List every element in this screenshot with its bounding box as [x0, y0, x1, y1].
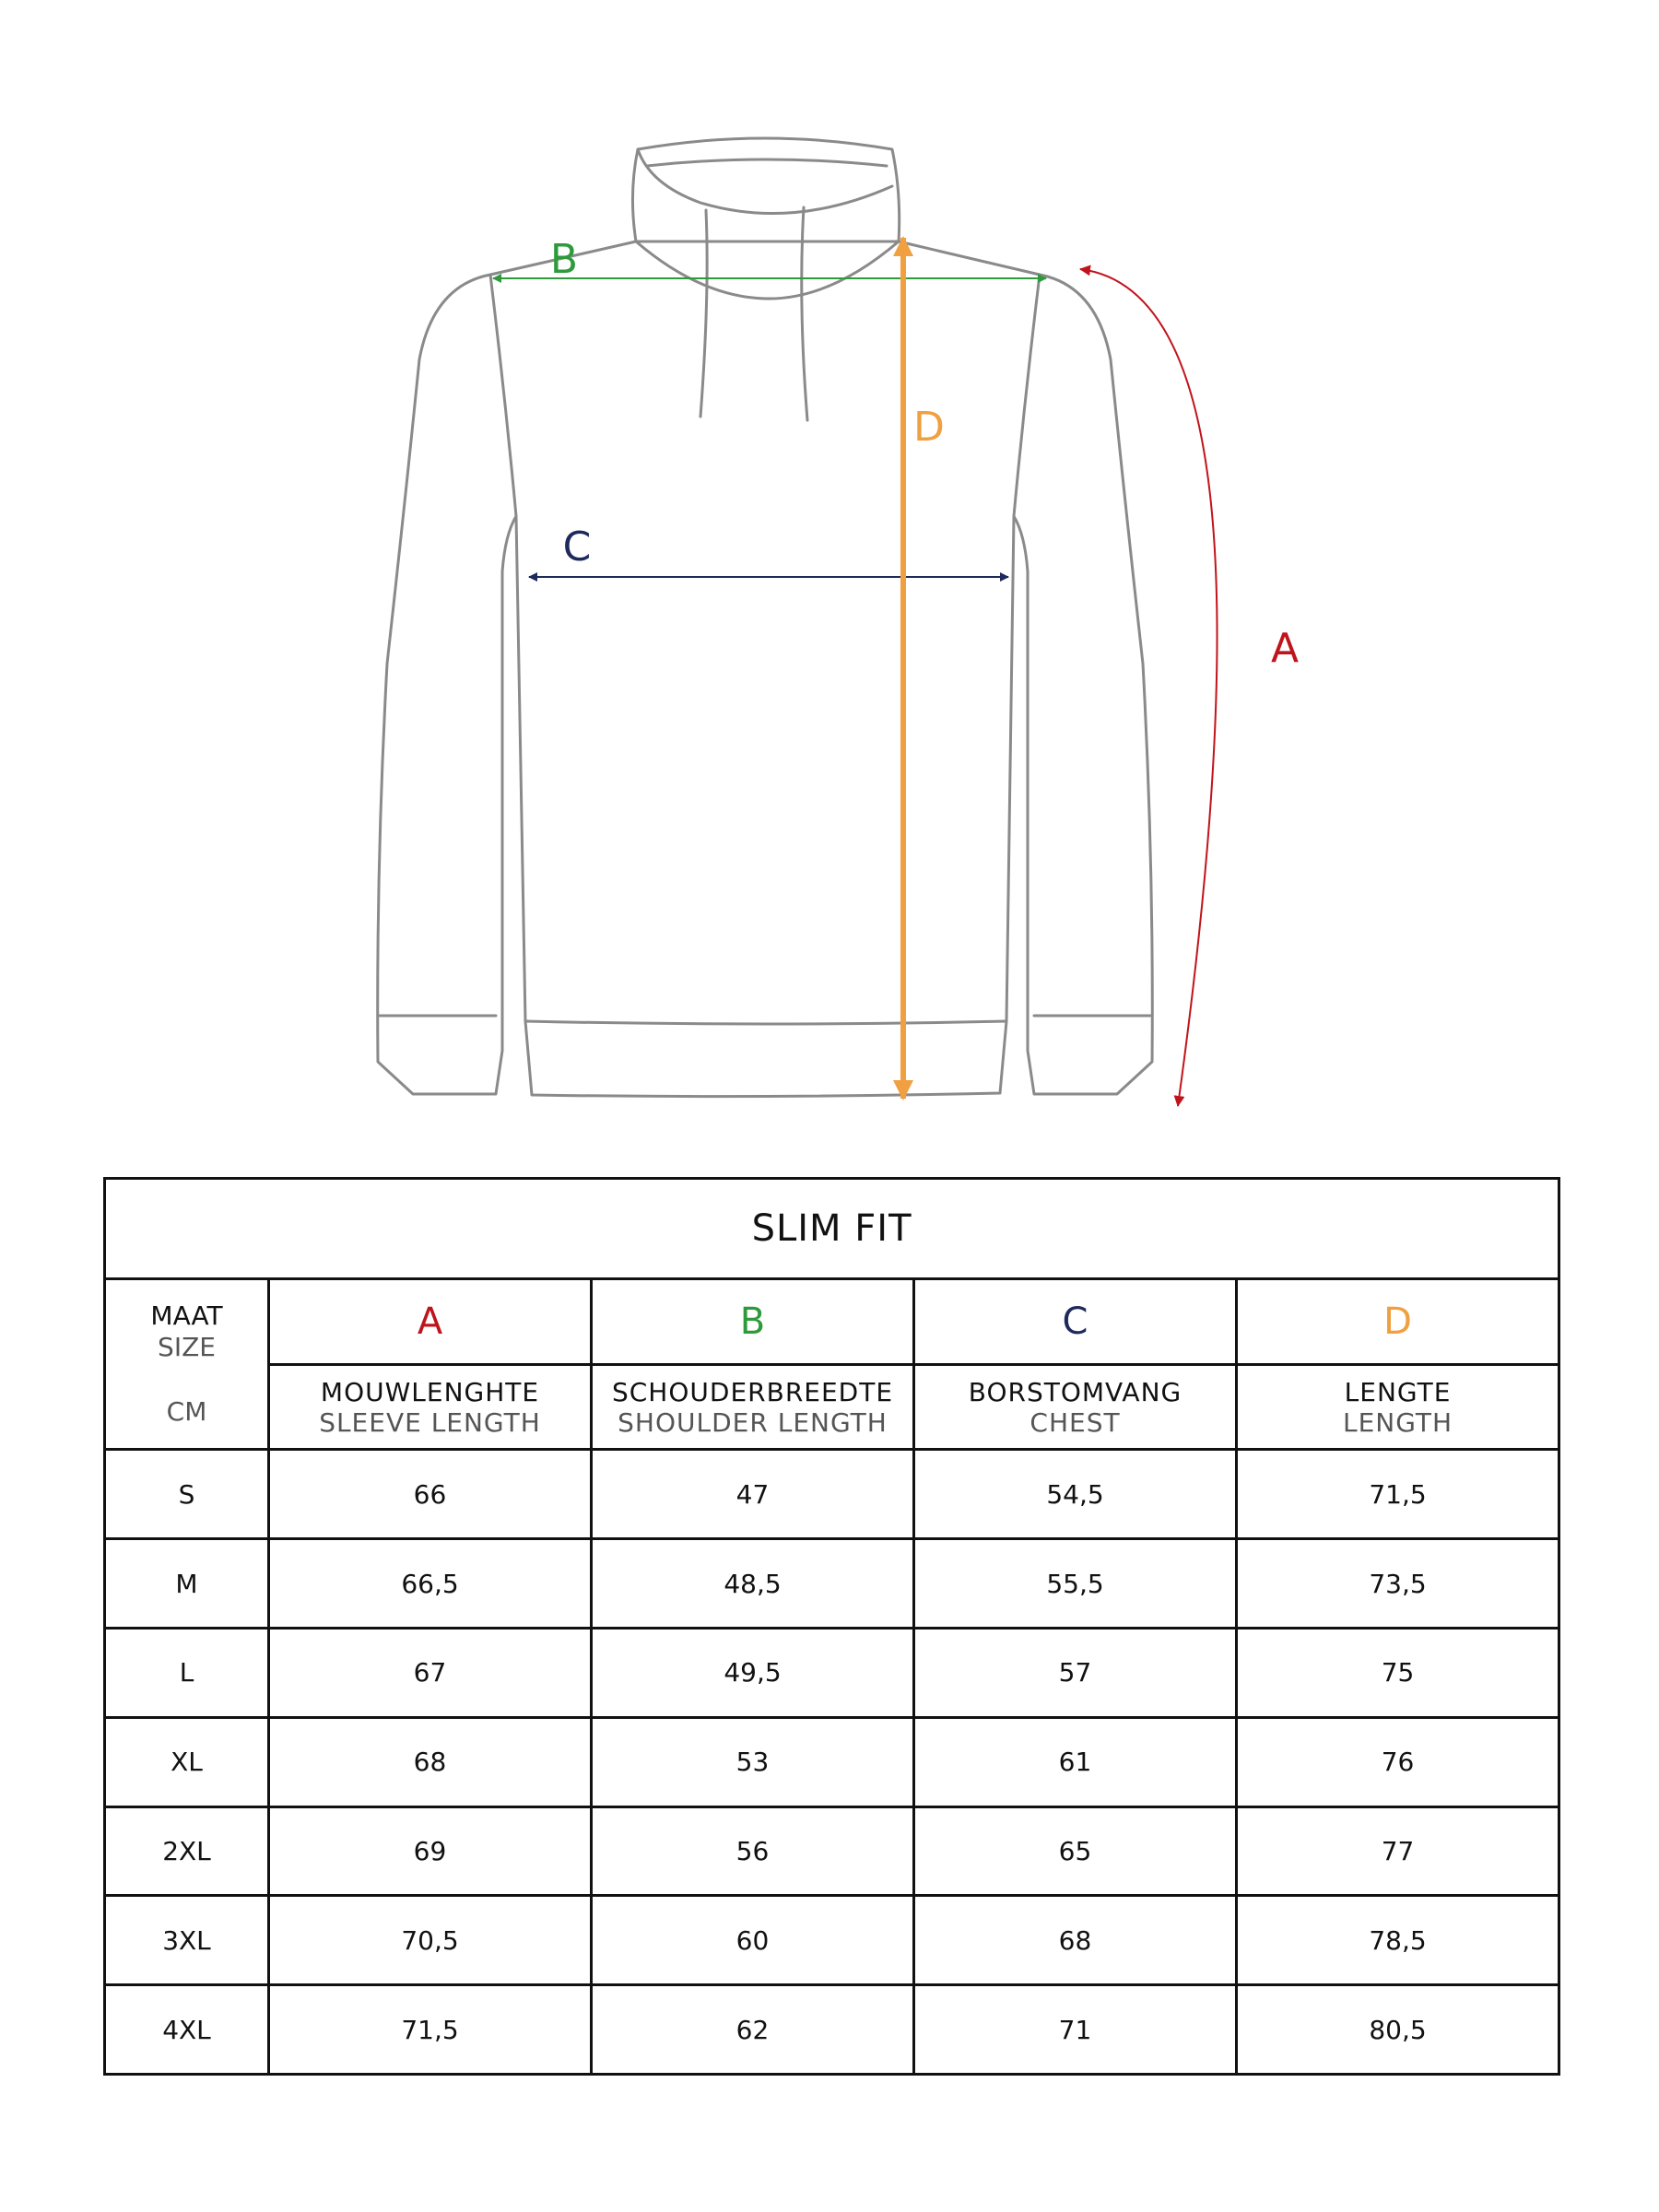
chest-cell: 54,5 [914, 1450, 1237, 1539]
table-row [105, 1450, 1559, 1539]
chest-cell: 61 [914, 1717, 1237, 1806]
left-sleeve-seam [490, 275, 516, 516]
table-row [105, 1628, 1559, 1717]
measure-a-label: A [1270, 625, 1300, 672]
table-title: SLIM FIT [105, 1179, 1559, 1279]
sweater-body [378, 241, 1153, 1097]
sleeve-length-cell: 68 [269, 1717, 592, 1806]
size-cell: 3XL [105, 1896, 269, 1985]
measure-d-label: D [913, 404, 945, 451]
table-row [105, 1717, 1559, 1806]
column-header-a [269, 1364, 592, 1450]
column-name-en: LENGTH [1342, 1406, 1453, 1438]
sleeve-length-cell: 71,5 [269, 1985, 592, 2075]
chest-cell: 71 [914, 1985, 1237, 2075]
measure-a-arc [1080, 269, 1218, 1106]
column-header-d [1237, 1364, 1559, 1450]
column-name-nl: MOUWLENGHTE [320, 1376, 540, 1407]
chest-cell: 65 [914, 1806, 1237, 1896]
length-cell: 78,5 [1237, 1896, 1559, 1985]
size-header-nl: MAAT [150, 1300, 223, 1332]
sleeve-length-cell: 69 [269, 1806, 592, 1896]
column-name-nl: SCHOUDERBREEDTE [611, 1376, 894, 1407]
waistband [525, 1021, 1006, 1024]
length-cell: 80,5 [1237, 1985, 1559, 2075]
length-cell: 75 [1237, 1628, 1559, 1717]
sleeve-length-cell: 67 [269, 1628, 592, 1717]
size-header [105, 1279, 269, 1450]
table-row [105, 1806, 1559, 1896]
length-cell: 76 [1237, 1717, 1559, 1806]
length-cell: 71,5 [1237, 1450, 1559, 1539]
chest-cell: 57 [914, 1628, 1237, 1717]
size-cell: 2XL [105, 1806, 269, 1896]
shoulder-length-cell: 49,5 [592, 1628, 914, 1717]
length-cell: 73,5 [1237, 1539, 1559, 1629]
column-letter-a: A [269, 1279, 592, 1365]
shoulder-length-cell: 53 [592, 1717, 914, 1806]
column-letter-b: B [592, 1279, 914, 1365]
length-cell: 77 [1237, 1806, 1559, 1896]
right-sleeve-seam [1014, 275, 1040, 516]
shoulder-length-cell: 60 [592, 1896, 914, 1985]
column-name-nl: LENGTE [1344, 1376, 1452, 1407]
column-header-b [592, 1364, 914, 1450]
shoulder-length-cell: 62 [592, 1985, 914, 2075]
table-row [105, 1539, 1559, 1629]
size-table [103, 1177, 1560, 2076]
size-cell: S [105, 1450, 269, 1539]
column-name-en: SHOULDER LENGTH [618, 1406, 888, 1438]
sleeve-length-cell: 66,5 [269, 1539, 592, 1629]
table-row [105, 1896, 1559, 1985]
sleeve-length-cell: 66 [269, 1450, 592, 1539]
shoulder-length-cell: 47 [592, 1450, 914, 1539]
size-header-unit: CM [166, 1396, 207, 1428]
table-row [105, 1985, 1559, 2075]
drawstring-right [802, 207, 807, 420]
column-header-c [914, 1364, 1237, 1450]
size-header-en: SIZE [158, 1332, 216, 1363]
sleeve-length-cell: 70,5 [269, 1896, 592, 1985]
shoulder-length-cell: 56 [592, 1806, 914, 1896]
collar-inner [647, 159, 887, 166]
size-cell: M [105, 1539, 269, 1629]
sweater-outline [378, 138, 1153, 1097]
chest-cell: 68 [914, 1896, 1237, 1985]
measure-b-label: B [549, 236, 579, 283]
column-letter-d: D [1237, 1279, 1559, 1365]
size-cell: 4XL [105, 1985, 269, 2075]
column-name-en: CHEST [1030, 1406, 1121, 1438]
size-cell: L [105, 1628, 269, 1717]
column-name-en: SLEEVE LENGTH [319, 1406, 541, 1438]
shoulder-length-cell: 48,5 [592, 1539, 914, 1629]
column-name-nl: BORSTOMVANG [968, 1376, 1182, 1407]
size-cell: XL [105, 1717, 269, 1806]
column-letter-c: C [914, 1279, 1237, 1365]
chest-cell: 55,5 [914, 1539, 1237, 1629]
measure-c-label: C [562, 524, 592, 571]
